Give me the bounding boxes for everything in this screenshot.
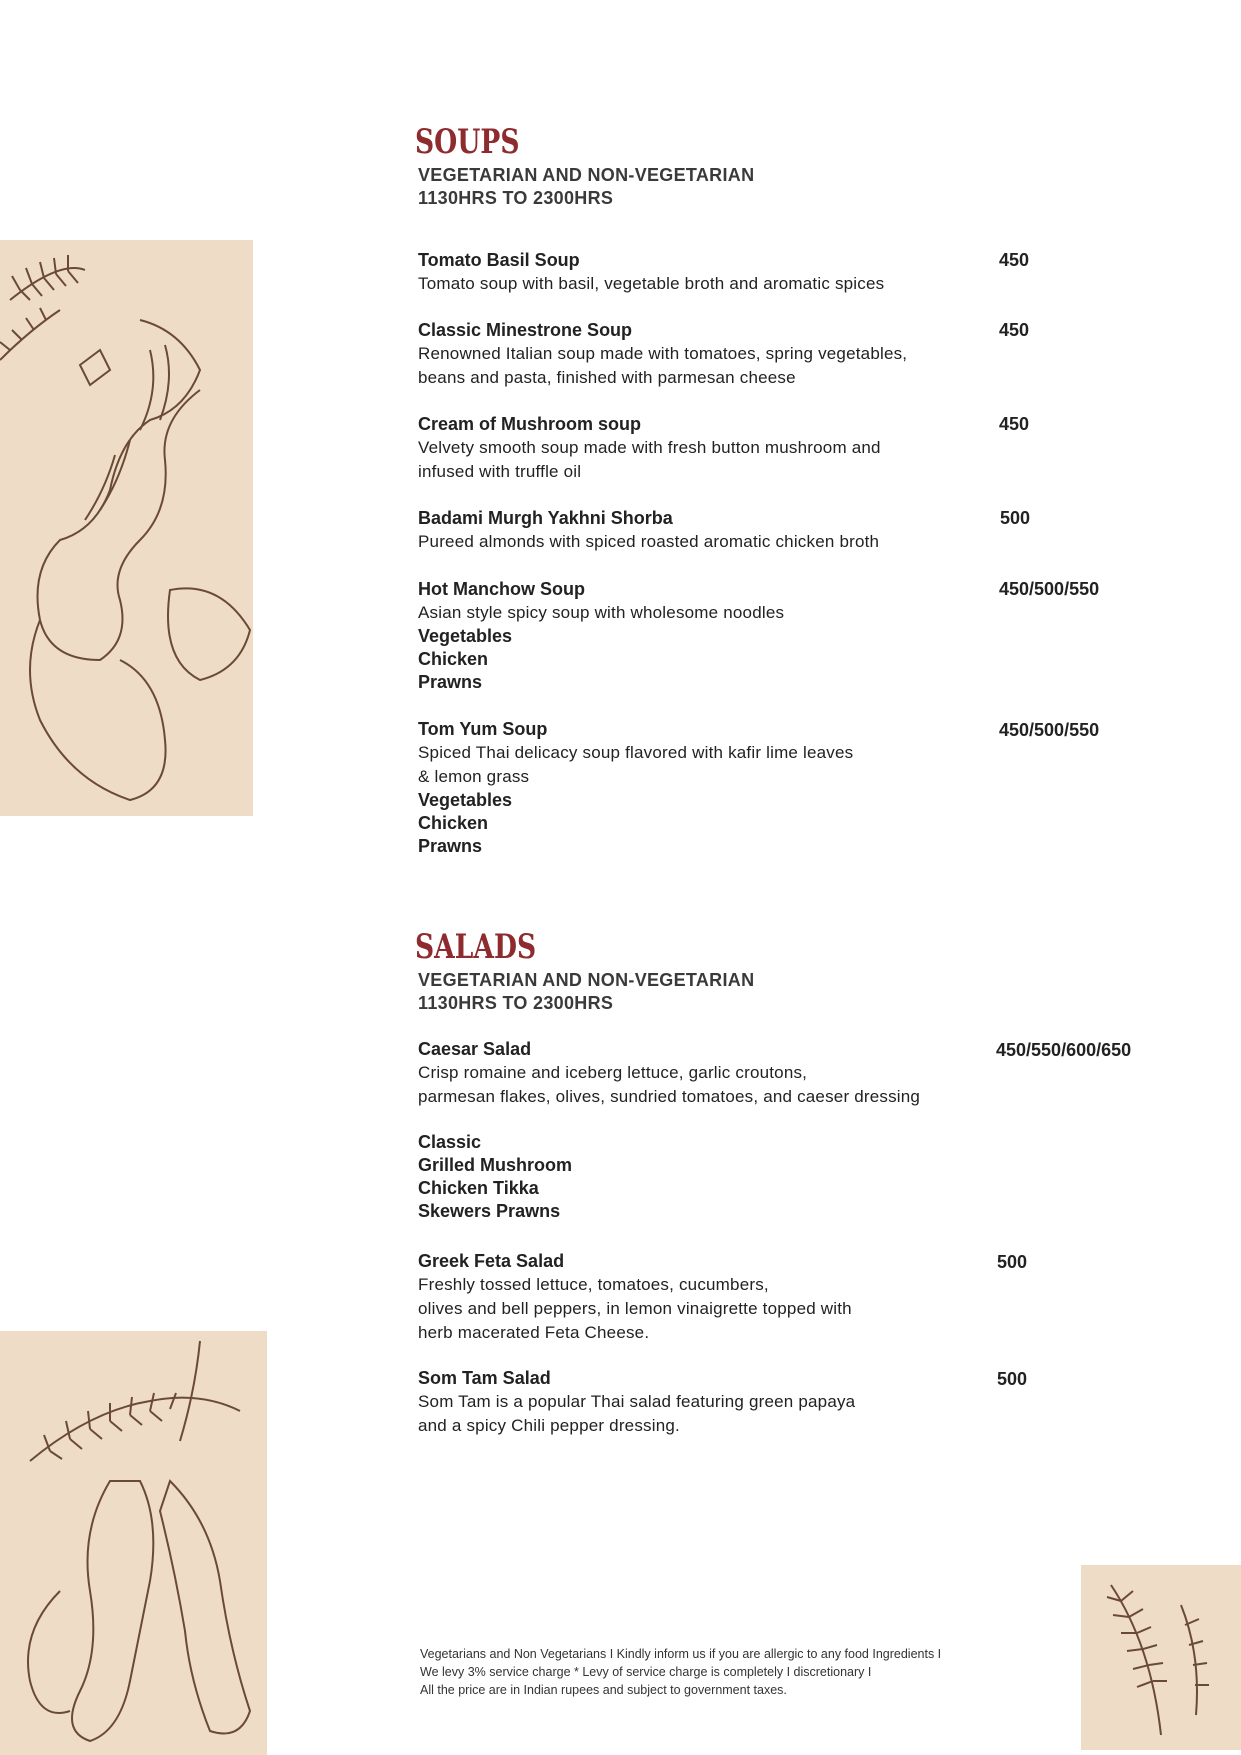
tamarind-sketch: [0, 240, 253, 816]
menu-item: [418, 1366, 978, 1438]
salads-subtitle: VEGETARIAN AND NON-VEGETARIAN: [418, 970, 755, 990]
menu-item: [418, 248, 978, 296]
item-option: Chicken: [418, 813, 489, 833]
footer-line: Vegetarians and Non Vegetarians I Kindly inform us if you are allergic to any food Ingredients I: [420, 1647, 942, 1661]
menu-item: [418, 1037, 978, 1223]
menu-item: [418, 412, 978, 484]
soups-title: SOUPS: [415, 122, 520, 162]
item-price: 500: [997, 1369, 1028, 1389]
item-description: Velvety smooth soup made with fresh button mushroom and: [418, 438, 881, 457]
tamarind-illustration-bottom-right: [1081, 1565, 1241, 1750]
item-option: Chicken Tikka: [418, 1178, 539, 1198]
item-option: Vegetables: [418, 626, 513, 646]
item-name: Badami Murgh Yakhni Shorba: [418, 508, 673, 528]
item-name: Cream of Mushroom soup: [418, 414, 642, 434]
item-description: herb macerated Feta Cheese.: [418, 1323, 650, 1342]
item-description: Spiced Thai delicacy soup flavored with kafir lime leaves: [418, 743, 854, 762]
item-name: Som Tam Salad: [418, 1368, 551, 1388]
item-description: and a spicy Chili pepper dressing.: [418, 1416, 680, 1435]
item-option: Skewers Prawns: [418, 1201, 561, 1221]
tamarind-illustration-top-left: [0, 240, 253, 816]
item-description: & lemon grass: [418, 767, 530, 786]
item-option: Prawns: [418, 836, 483, 856]
item-price: 450/500/550: [999, 579, 1100, 599]
item-name: Classic Minestrone Soup: [418, 320, 633, 340]
item-price: 450: [999, 320, 1030, 340]
menu-item: [418, 318, 978, 390]
item-price: 500: [1000, 508, 1031, 528]
footer-line: We levy 3% service charge * Levy of service charge is completely I discretionary I: [420, 1665, 872, 1679]
item-description: Freshly tossed lettuce, tomatoes, cucumbers,: [418, 1275, 769, 1294]
item-description: beans and pasta, finished with parmesan cheese: [418, 368, 796, 387]
item-price: 450: [999, 250, 1030, 270]
item-name: Hot Manchow Soup: [418, 579, 585, 599]
item-option: Vegetables: [418, 790, 513, 810]
soups-hours: 1130HRS TO 2300HRS: [418, 188, 614, 208]
item-description: olives and bell peppers, in lemon vinaigrette topped with: [418, 1299, 852, 1318]
item-option: Classic: [418, 1132, 482, 1152]
item-name: Tomato Basil Soup: [418, 250, 580, 270]
footer-line: All the price are in Indian rupees and subject to government taxes.: [420, 1683, 787, 1697]
salads-title: SALADS: [415, 927, 537, 967]
item-option: Prawns: [418, 672, 483, 692]
item-description: parmesan flakes, olives, sundried tomatoes, and caeser dressing: [418, 1087, 921, 1106]
item-price: 500: [997, 1252, 1028, 1272]
tamarind-illustration-bottom-left: [0, 1331, 267, 1755]
item-price: 450/550/600/650: [996, 1040, 1132, 1060]
item-description: Asian style spicy soup with wholesome noodles: [418, 603, 785, 622]
item-price: 450: [999, 414, 1030, 434]
item-price: 450/500/550: [999, 720, 1100, 740]
leaf-sketch: [1081, 1565, 1241, 1750]
item-description: Som Tam is a popular Thai salad featuring green papaya: [418, 1392, 856, 1411]
tamarind-pod-sketch: [0, 1331, 267, 1755]
item-description: Crisp romaine and iceberg lettuce, garlic croutons,: [418, 1063, 808, 1082]
item-name: Caesar Salad: [418, 1039, 532, 1059]
salads-hours: 1130HRS TO 2300HRS: [418, 993, 614, 1013]
item-name: Greek Feta Salad: [418, 1251, 565, 1271]
menu-item: [418, 506, 978, 554]
item-description: infused with truffle oil: [418, 462, 582, 481]
footer-notes: [420, 1645, 941, 1699]
menu-item: [418, 717, 978, 858]
item-name: Tom Yum Soup: [418, 719, 548, 739]
menu-item: [418, 577, 978, 694]
menu-item: [418, 1249, 978, 1345]
item-option: Chicken: [418, 649, 489, 669]
item-description: Pureed almonds with spiced roasted aromatic chicken broth: [418, 532, 880, 551]
item-description: Renowned Italian soup made with tomatoes, spring vegetables,: [418, 344, 908, 363]
item-option: Grilled Mushroom: [418, 1155, 573, 1175]
item-description: Tomato soup with basil, vegetable broth and aromatic spices: [418, 274, 885, 293]
soups-subtitle: VEGETARIAN AND NON-VEGETARIAN: [418, 165, 755, 185]
